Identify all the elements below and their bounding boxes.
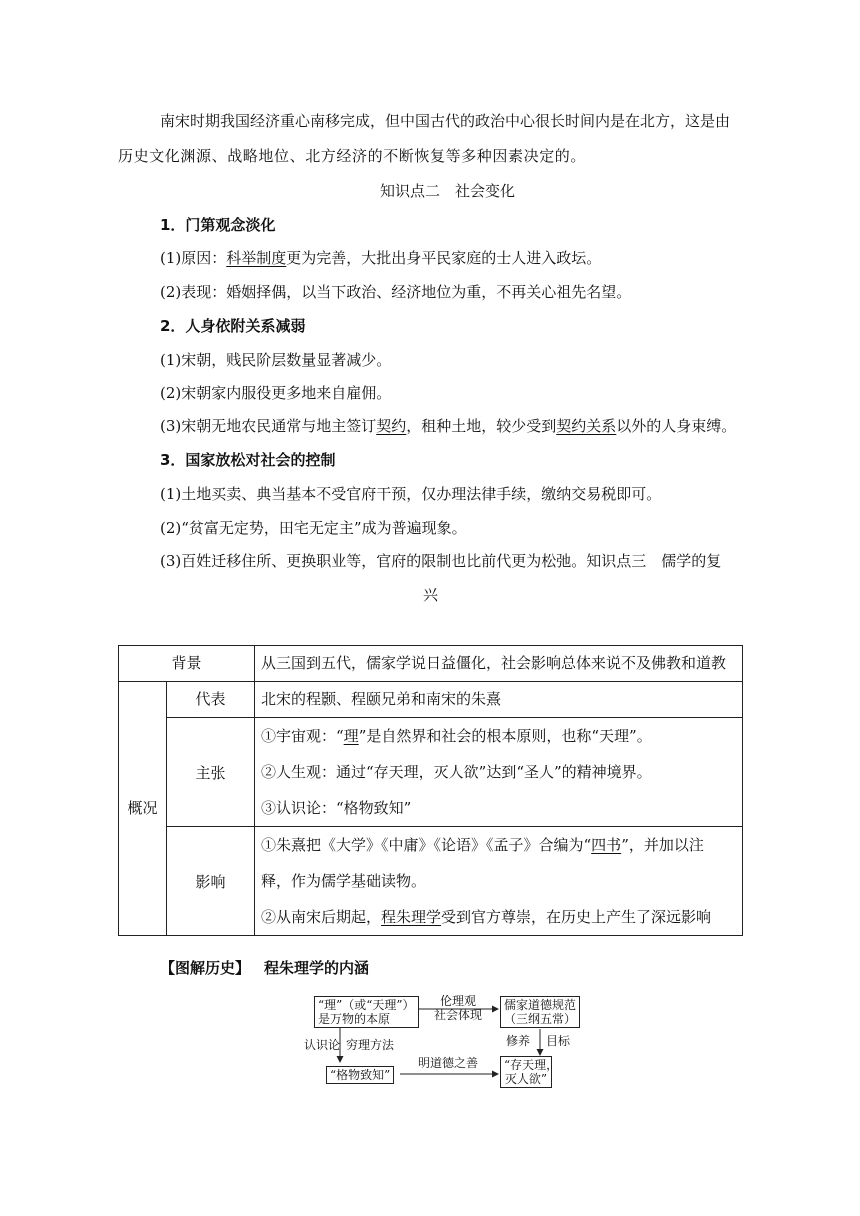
diagram-heading (160, 958, 369, 978)
cell-text: ②从南宋后期起， (261, 908, 382, 926)
heading-3: 3．国家放松对社会的控制 (160, 451, 336, 469)
heading-2: 2．人身依附关系减弱 (160, 317, 306, 335)
box-line: “理”（或“天理”） (318, 998, 415, 1012)
underlined-term: 理 (343, 727, 359, 745)
claim-line-1 (261, 718, 736, 754)
cell-text: 受到官方尊崇，在历史上产生了深远影响 (441, 908, 712, 926)
underlined-term: 契约 (376, 417, 407, 435)
concept-diagram (300, 990, 600, 1095)
representative-label: 代表 (167, 682, 255, 718)
arrow-label-method: 穷理方法 (346, 1038, 395, 1052)
cell-text: ”，并加以注 (621, 836, 704, 854)
box-li (314, 996, 419, 1028)
paragraph-item: (3)百姓迁移住所、更换职业等，官府的限制也比前代更为松弛。知识点三 儒学的复 (160, 552, 722, 570)
box-line: 儒家道德规范 (504, 998, 577, 1012)
underlined-term: 契约关系 (556, 417, 617, 435)
arrow-label-virtue: 明道德之善 (418, 1056, 479, 1070)
box-line: （三纲五常） (504, 1012, 577, 1026)
box-preserve-heaven (500, 1056, 559, 1088)
intro-line-2: 历史文化渊源、战略地位、北方经济的不断恢复等多种因素决定的。 (118, 147, 587, 165)
background-text: 从三国到五代，儒家学说日益僵化，社会影响总体来说不及佛教和道教 (255, 646, 743, 682)
box-gewu-zhizhi: “格物致知” (326, 1066, 394, 1084)
claim-cell (255, 718, 743, 827)
impact-label: 影响 (167, 827, 255, 936)
box-line: 灭人欲” (504, 1072, 548, 1086)
section-title: 知识点二 社会变化 (380, 182, 516, 200)
paragraph-text: 以外的人身束缚。 (616, 417, 737, 435)
impact-line-3 (261, 899, 736, 935)
paragraph-item: (2)宋朝家内服役更多地来自雇佣。 (160, 384, 392, 402)
box-line: 是万物的本原 (318, 1012, 391, 1026)
paragraph-cause (160, 248, 601, 268)
impact-line-2: 释，作为儒学基础读物。 (261, 872, 427, 890)
cell-text: ①宇宙观：“ (261, 727, 344, 745)
arrow-label-goal: 目标 (546, 1034, 571, 1048)
diagram-heading-tag: 【图解历史】 (160, 959, 251, 977)
label-prefix: (1)原因： (160, 249, 227, 267)
label-line: 伦理观 (439, 994, 476, 1008)
paragraph-item: (1)宋朝，贱民阶层数量显著减少。 (160, 351, 392, 369)
claim-line-2: ②人生观：通过“存天理，灭人欲”达到“圣人”的精神境界。 (261, 763, 652, 781)
paragraph-item: (1)土地买卖、典当基本不受官府干预，仅办理法律手续，缴纳交易税即可。 (160, 485, 662, 503)
arrow-label-ethics (428, 994, 488, 1022)
underlined-term: 科举制度 (226, 249, 287, 267)
paragraph-text: (3)宋朝无地农民通常与地主签订 (160, 417, 377, 435)
claim-label: 主张 (167, 718, 255, 827)
underlined-term: 程朱理学 (381, 908, 442, 926)
impact-cell (255, 827, 743, 936)
heading-1: 1．门第观念淡化 (160, 216, 276, 234)
underlined-term: 四书 (591, 836, 622, 854)
claim-line-3: ③认识论：“格物致知” (261, 799, 412, 817)
cell-text: ①朱熹把《大学》《中庸》《论语》《孟子》合编为“ (261, 836, 592, 854)
intro-line-1: 南宋时期我国经济重心南移完成，但中国古代的政治中心很长时间内是在北方，这是由 (160, 112, 731, 130)
paragraph-item: (2)“贫富无定势，田宅无定主”成为普遍现象。 (160, 519, 467, 537)
background-label: 背景 (119, 646, 255, 682)
arrow-label-cultivation: 修养 (506, 1034, 531, 1048)
cell-text: ”是自然界和社会的根本原则，也称“天理”。 (358, 727, 652, 745)
impact-line-1 (261, 827, 736, 863)
diagram-heading-title: 程朱理学的内涵 (264, 959, 370, 977)
paragraph-continuation: 兴 (423, 586, 439, 604)
label-line: 社会体现 (433, 1008, 482, 1022)
confucianism-table (118, 645, 743, 936)
paragraph-text: 更为完善，大批出身平民家庭的士人进入政坛。 (286, 249, 602, 267)
paragraph-manifestation: (2)表现：婚姻择偶，以当下政治、经济地位为重，不再关心祖先名望。 (160, 283, 632, 301)
overview-label: 概况 (119, 682, 167, 936)
box-line: “存天理， (504, 1058, 559, 1072)
paragraph-contract (160, 416, 736, 436)
box-confucian-norms (500, 996, 580, 1028)
representative-text: 北宋的程颢、程颐兄弟和南宋的朱熹 (255, 682, 743, 718)
paragraph-text: ，租种土地，较少受到 (406, 417, 557, 435)
arrow-label-epistemology: 认识论 (304, 1038, 341, 1052)
